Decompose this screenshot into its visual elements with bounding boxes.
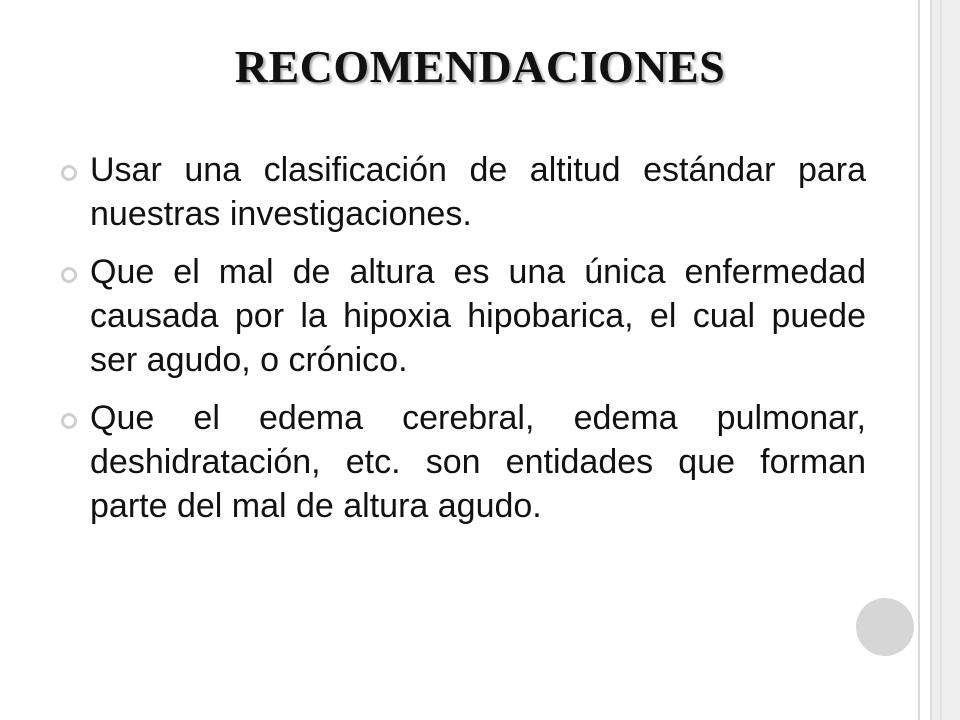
list-item-text: Que el edema cerebral, edema pulmonar, deshidratación, etc. son entidades que forman parte del mal de altura agudo. bbox=[90, 399, 866, 525]
decorative-circle bbox=[856, 598, 914, 656]
list-item bbox=[58, 148, 866, 236]
ring-bullet-icon bbox=[60, 164, 78, 182]
list-item bbox=[58, 396, 866, 528]
bullet-list bbox=[58, 148, 866, 542]
slide-border-line bbox=[918, 0, 920, 720]
slide-title: RECOMENDACIONES bbox=[234, 41, 726, 92]
side-decoration-band bbox=[930, 0, 960, 720]
list-item-text: Que el mal de altura es una única enfermedad causada por la hipoxia hipobarica, el cual puede ser agudo, o crónico. bbox=[90, 253, 866, 379]
ring-bullet-icon bbox=[60, 266, 78, 284]
ring-bullet-icon bbox=[60, 412, 78, 430]
list-item-text: Usar una clasificación de altitud estándar para nuestras investigaciones. bbox=[90, 151, 866, 233]
side-decoration-line bbox=[940, 0, 942, 720]
list-item bbox=[58, 250, 866, 382]
